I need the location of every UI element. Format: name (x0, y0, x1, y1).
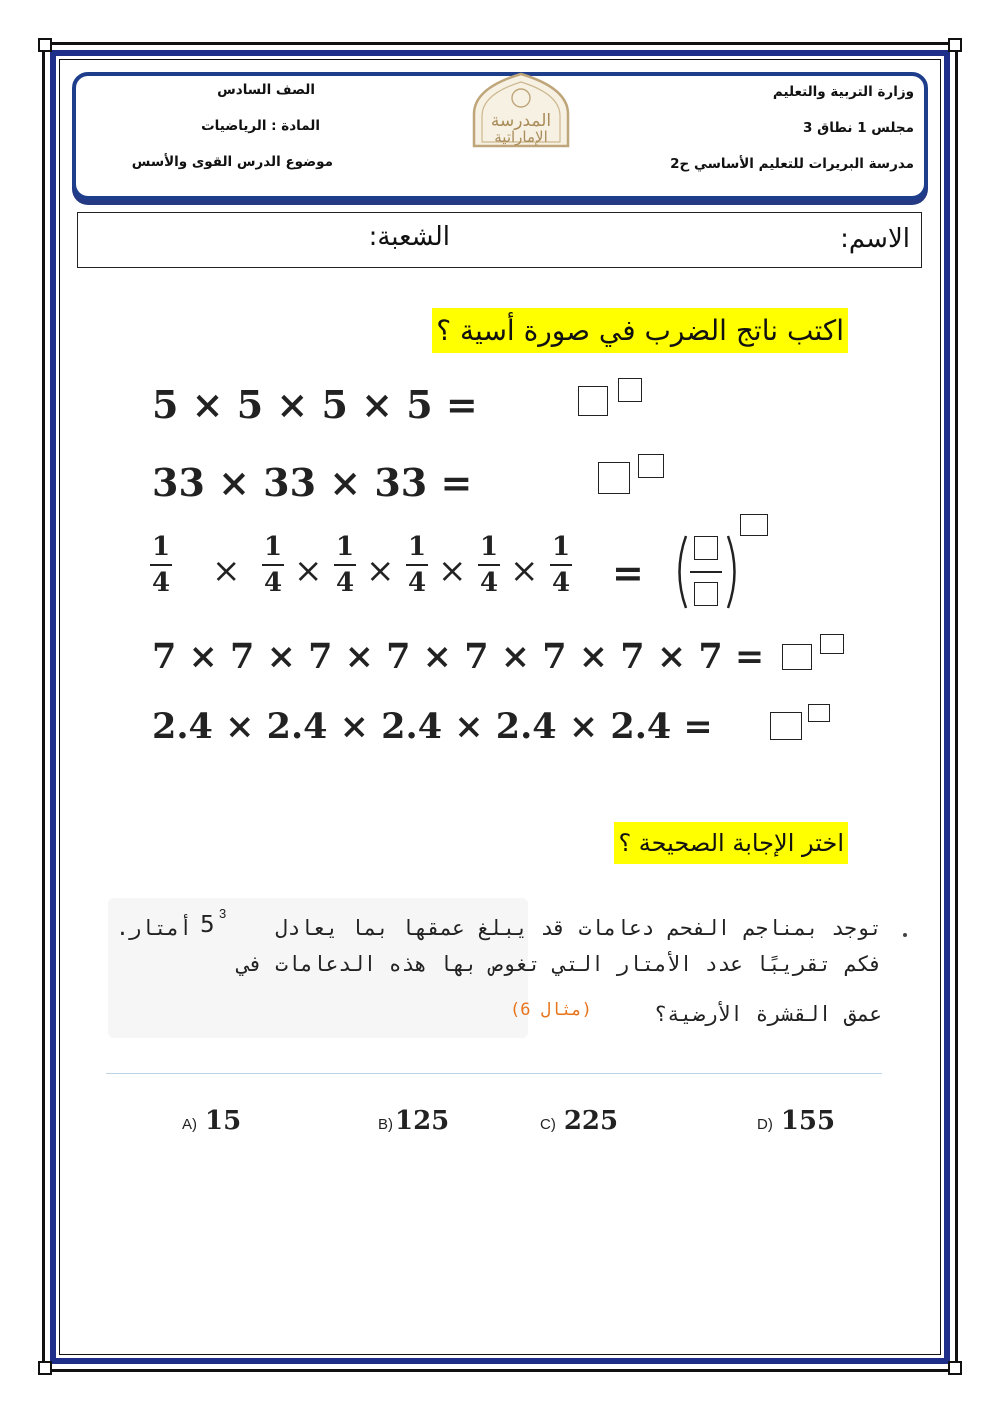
equation-5: 2.4 × 2.4 × 2.4 × 2.4 × 2.4 = (152, 706, 713, 747)
fraction: 1 4 (335, 532, 355, 598)
power-base: 5 (200, 912, 215, 938)
ministry-label: وزارة التربية والتعليم (772, 84, 914, 100)
example-reference: (مثال 6) (510, 1000, 592, 1020)
equals-sign: = (612, 550, 644, 595)
answer-exponent-box[interactable] (740, 514, 768, 536)
parenthesis-right (726, 534, 742, 610)
times-sign: × (212, 551, 241, 591)
corner-ornament (38, 1361, 52, 1375)
option-b[interactable] (378, 1106, 449, 1136)
times-sign: × (294, 551, 323, 591)
council-label: مجلس 1 نطاق 3 (803, 120, 914, 136)
student-info-box (77, 212, 922, 268)
question-line-3: عمق القشرة الأرضية؟ (654, 1002, 882, 1026)
section-label[interactable]: الشعبة: (368, 222, 450, 252)
equation-1: 5 × 5 × 5 × 5 = (152, 382, 478, 427)
answer-base-box[interactable] (782, 644, 812, 670)
power-exponent: 3 (219, 906, 227, 921)
option-letter: C) (540, 1116, 556, 1133)
parenthesis-left (672, 534, 688, 610)
equation-2: 33 × 33 × 33 = (152, 460, 473, 505)
answer-exponent-box[interactable] (638, 454, 664, 478)
corner-ornament (38, 38, 52, 52)
equation-4: 7 × 7 × 7 × 7 × 7 × 7 × 7 × 7 = (152, 636, 765, 677)
times-sign: × (510, 551, 539, 591)
question-line-1-end: أمتار. (116, 916, 192, 940)
answer-exponent-box[interactable] (618, 378, 642, 402)
option-a[interactable] (182, 1106, 241, 1136)
fraction: 1 4 (151, 532, 171, 598)
option-d[interactable] (757, 1106, 835, 1136)
fraction-answer-bar (690, 571, 722, 573)
option-c[interactable] (540, 1106, 618, 1136)
corner-ornament (948, 38, 962, 52)
option-value: 15 (205, 1106, 242, 1136)
option-letter: A) (182, 1116, 197, 1133)
option-value: 155 (780, 1106, 836, 1136)
fraction: 1 4 (407, 532, 427, 598)
question-line-1: توجد بمناجم الفحم دعامات قد يبلغ عمقها بما يعادل (275, 916, 882, 940)
question-line-2: فكم تقريبًا عدد الأمتار التي تغوص بها هذه الدعامات في (237, 952, 882, 976)
logo-text-line1: المدرسة (490, 111, 552, 131)
answer-base-box[interactable] (578, 386, 608, 416)
option-value: 225 (563, 1106, 619, 1136)
answer-exponent-box[interactable] (808, 704, 830, 722)
option-letter: D) (757, 1116, 773, 1133)
school-label: مدرسة البريرات للتعليم الأساسي ح2 (670, 156, 914, 172)
logo-text-line2: الإماراتية (494, 128, 548, 146)
fraction: 1 4 (479, 532, 499, 598)
option-value: 125 (395, 1106, 450, 1136)
answer-base-box[interactable] (598, 462, 630, 494)
section2-title: اختر الإجابة الصحيحة ؟ (614, 822, 848, 864)
section1-title: اكتب ناتج الضرب في صورة أسية ؟ (432, 308, 848, 353)
grade-label: الصف السادس (217, 82, 315, 98)
times-sign: × (438, 551, 467, 591)
school-logo (466, 72, 576, 150)
corner-ornament (948, 1361, 962, 1375)
fraction: 1 4 (263, 532, 283, 598)
question-bullet (903, 933, 907, 937)
name-label[interactable]: الاسم: (840, 224, 910, 254)
answer-exponent-box[interactable] (820, 634, 844, 654)
fraction: 1 4 (551, 532, 571, 598)
option-letter: B) (378, 1116, 393, 1133)
divider (106, 1073, 882, 1074)
answer-base-box[interactable] (770, 712, 802, 740)
subject-label: المادة : الرياضيات (201, 118, 320, 134)
answer-denominator-box[interactable] (694, 582, 718, 606)
lesson-topic-label: موضوع الدرس القوى والأسس (131, 154, 333, 170)
answer-numerator-box[interactable] (694, 536, 718, 560)
times-sign: × (366, 551, 395, 591)
